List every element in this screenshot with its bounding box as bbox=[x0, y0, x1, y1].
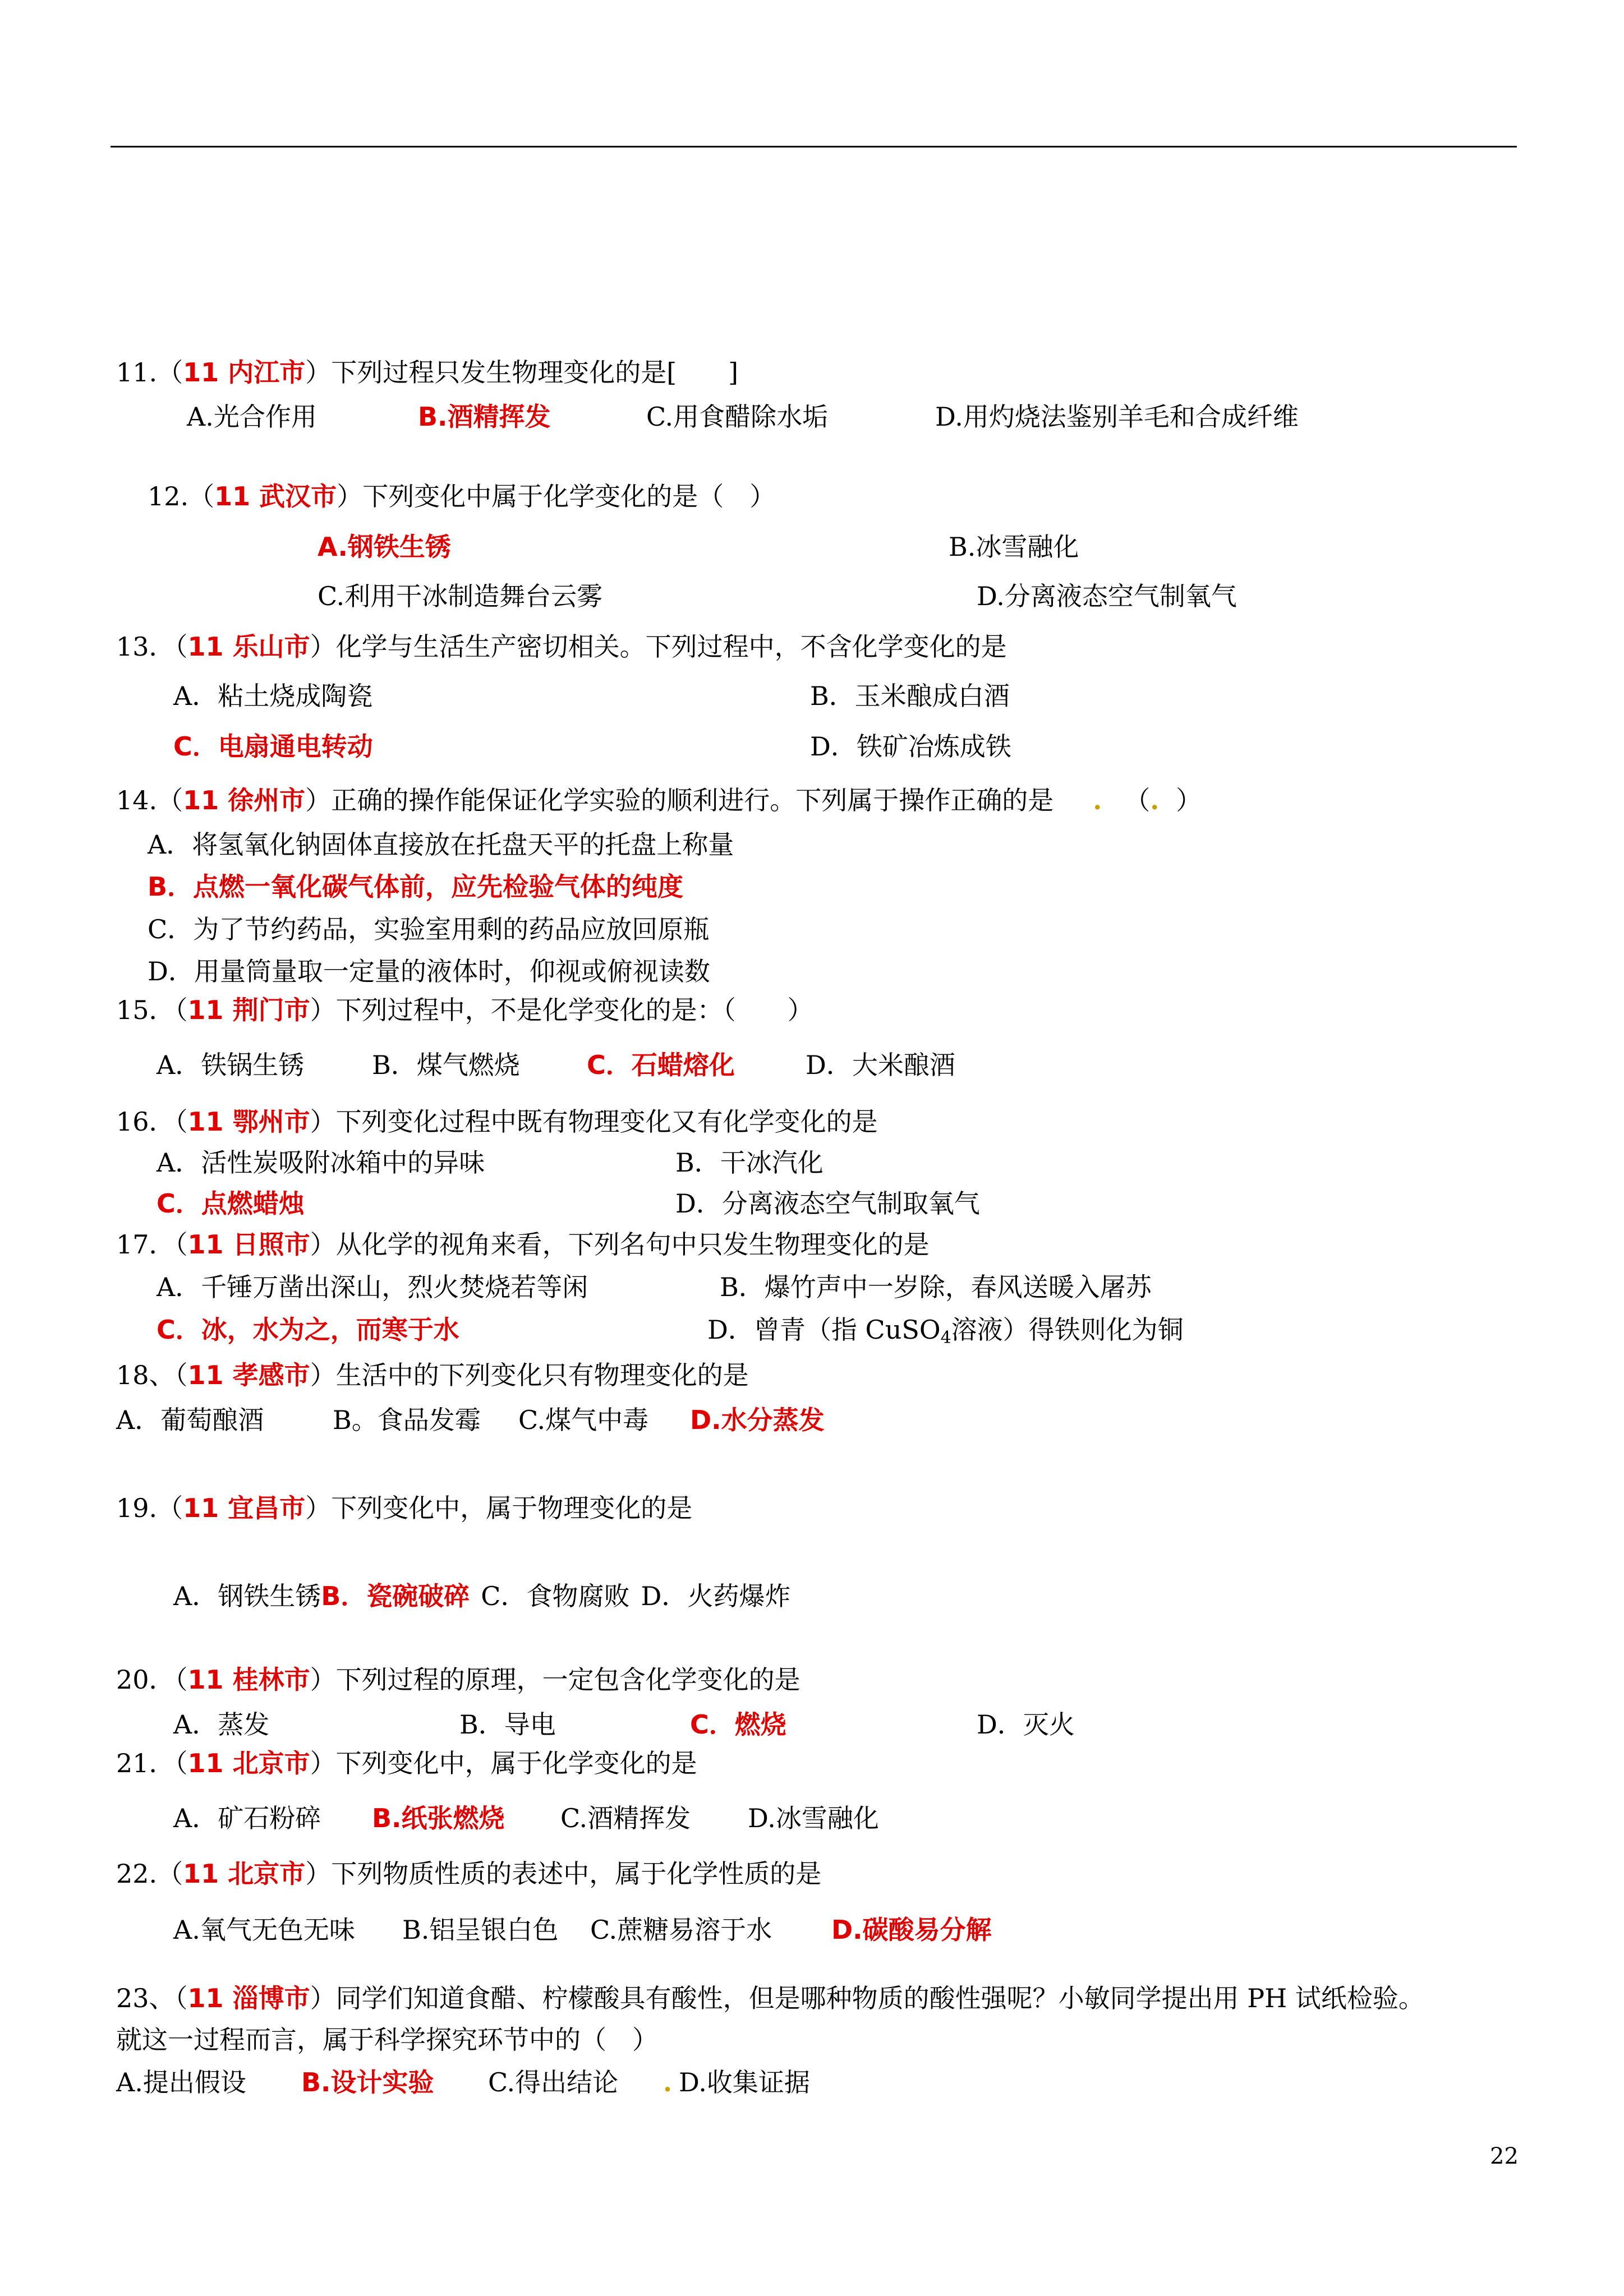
question-21: 21．（11 北京市）下列变化中，属于化学变化的是 bbox=[116, 1748, 697, 1778]
q21-option-b-answer: B.纸张燃烧 bbox=[372, 1803, 505, 1833]
source-label: 11 徐州市 bbox=[183, 785, 306, 815]
source-label: 11 鄂州市 bbox=[187, 1106, 310, 1137]
q16-option-b: B．干冰汽化 bbox=[675, 1147, 823, 1178]
q23-option-d: D.收集证据 bbox=[679, 2067, 810, 2097]
q22-option-c: C.蔗糖易溶于水 bbox=[590, 1915, 772, 1945]
q22-option-a: A.氧气无色无味 bbox=[173, 1915, 355, 1945]
q19-options: A．钢铁生锈B．瓷碗破碎 C．食物腐败 D．火药爆炸 bbox=[173, 1581, 791, 1611]
question-16: 16．（11 鄂州市）下列变化过程中既有物理变化又有化学变化的是 bbox=[116, 1106, 878, 1137]
source-label: 11 淄博市 bbox=[187, 1983, 310, 2013]
stray-mark: . bbox=[1093, 785, 1102, 815]
q12-option-c: C.利用干冰制造舞台云雾 bbox=[318, 581, 603, 611]
source-label: 11 北京市 bbox=[183, 1859, 306, 1889]
q14-option-a: A．将氢氧化钠固体直接放在托盘天平的托盘上称量 bbox=[148, 829, 734, 860]
q13-option-c-answer: C．电扇通电转动 bbox=[173, 731, 373, 762]
question-15: 15．（11 荆门市）下列过程中，不是化学变化的是：（ ） bbox=[116, 995, 813, 1025]
question-23-stem-line2: 就这一过程而言，属于科学探究环节中的（ ） bbox=[116, 2025, 658, 2055]
q12-option-b: B.冰雪融化 bbox=[949, 532, 1079, 562]
page-number: 22 bbox=[1490, 2143, 1519, 2169]
question-19: 19.（11 宜昌市）下列变化中，属于物理变化的是 bbox=[116, 1493, 693, 1523]
q12-option-a-answer: A.钢铁生锈 bbox=[318, 532, 451, 562]
source-label: 11 乐山市 bbox=[187, 631, 310, 662]
q13-option-b: B．玉米酿成白酒 bbox=[810, 681, 1010, 711]
question-17: 17．（11 日照市）从化学的视角来看，下列名句中只发生物理变化的是 bbox=[116, 1229, 930, 1260]
q11-option-a: A.光合作用 bbox=[187, 402, 317, 432]
q23-option-a: A.提出假设 bbox=[116, 2067, 246, 2097]
q21-option-c: C.酒精挥发 bbox=[560, 1803, 691, 1833]
source-label: 11 孝感市 bbox=[187, 1360, 310, 1390]
q17-option-b: B．爆竹声中一岁除，春风送暖入屠苏 bbox=[720, 1272, 1152, 1302]
q11-option-d: D.用灼烧法鉴别羊毛和合成纤维 bbox=[935, 402, 1299, 432]
q11-option-c: C.用食醋除水垢 bbox=[646, 402, 829, 432]
header-rule bbox=[111, 146, 1517, 147]
question-13: 13．（11 乐山市）化学与生活生产密切相关。下列过程中，不含化学变化的是 bbox=[116, 631, 1007, 662]
q23-option-b-answer: B.设计实验 bbox=[301, 2067, 434, 2097]
q18-option-a: A．葡萄酿酒 bbox=[116, 1405, 264, 1435]
q23-option-c: C.得出结论 bbox=[488, 2067, 619, 2097]
q22-option-b: B.铝呈银白色 bbox=[402, 1915, 559, 1945]
q21-option-d: D.冰雪融化 bbox=[748, 1803, 879, 1833]
question-11: 11.（11 内江市）下列过程只发生物理变化的是[ ] bbox=[116, 357, 739, 388]
q17-option-a: A．千锤万凿出深山，烈火焚烧若等闲 bbox=[157, 1272, 588, 1302]
q14-option-d: D．用量筒量取一定量的液体时，仰视或俯视读数 bbox=[148, 956, 710, 986]
q19-option-b-answer: B．瓷碗破碎 bbox=[321, 1581, 470, 1611]
q14-option-c: C．为了节约药品，实验室用剩的药品应放回原瓶 bbox=[148, 914, 710, 944]
stray-mark: . bbox=[1150, 785, 1160, 815]
source-label: 11 内江市 bbox=[183, 357, 306, 388]
q16-option-c-answer: C．点燃蜡烛 bbox=[157, 1188, 305, 1219]
source-label: 11 荆门市 bbox=[187, 995, 310, 1025]
q14-option-b-answer: B．点燃一氧化碳气体前，应先检验气体的纯度 bbox=[148, 872, 684, 902]
source-label: 11 武汉市 bbox=[214, 481, 337, 511]
q20-option-a: A．蒸发 bbox=[173, 1709, 270, 1740]
q15-option-b: B．煤气燃烧 bbox=[372, 1050, 520, 1080]
q17-option-d: D．曾青（指 CuSO$_4$溶液）得铁则化为铜 bbox=[707, 1315, 1184, 1348]
q20-option-c-answer: C．燃烧 bbox=[690, 1709, 786, 1740]
q13-option-a: A．粘土烧成陶瓷 bbox=[173, 681, 373, 711]
question-12: 12.（11 武汉市）下列变化中属于化学变化的是（ ） bbox=[148, 481, 776, 511]
q18-option-c: C.煤气中毒 bbox=[518, 1405, 649, 1435]
question-18: 18、（11 孝感市）生活中的下列变化只有物理变化的是 bbox=[116, 1360, 749, 1390]
stray-mark: . bbox=[663, 2067, 673, 2097]
q17-option-c-answer: C．冰，水为之，而寒于水 bbox=[157, 1315, 459, 1345]
q13-option-d: D．铁矿冶炼成铁 bbox=[810, 731, 1011, 762]
q18-option-d-answer: D.水分蒸发 bbox=[690, 1405, 825, 1435]
q18-option-b: B。食品发霉 bbox=[333, 1405, 481, 1435]
q16-option-d: D．分离液态空气制取氧气 bbox=[675, 1188, 980, 1219]
q20-option-b: B．导电 bbox=[459, 1709, 556, 1740]
question-22: 22.（11 北京市）下列物质性质的表述中，属于化学性质的是 bbox=[116, 1859, 822, 1889]
question-14: 14.（11 徐州市）正确的操作能保证化学实验的顺利进行。下列属于操作正确的是 . （. ） bbox=[116, 785, 1202, 815]
source-label: 11 日照市 bbox=[187, 1229, 310, 1260]
q22-option-d-answer: D.碳酸易分解 bbox=[831, 1915, 992, 1945]
q20-option-d: D．灭火 bbox=[977, 1709, 1075, 1740]
question-23: 23、（11 淄博市）同学们知道食醋、柠檬酸具有酸性，但是哪种物质的酸性强呢？小敏同学提出用 PH 试纸检验。 bbox=[116, 1983, 1424, 2013]
source-label: 11 宜昌市 bbox=[183, 1493, 306, 1523]
q16-option-a: A．活性炭吸附冰箱中的异味 bbox=[157, 1147, 485, 1178]
q15-option-c-answer: C．石蜡熔化 bbox=[587, 1050, 735, 1080]
q12-option-d: D.分离液态空气制氧气 bbox=[977, 581, 1237, 611]
q15-option-d: D．大米酿酒 bbox=[806, 1050, 955, 1080]
q21-option-a: A．矿石粉碎 bbox=[173, 1803, 321, 1833]
q15-option-a: A．铁锅生锈 bbox=[157, 1050, 305, 1080]
source-label: 11 桂林市 bbox=[187, 1665, 310, 1695]
source-label: 11 北京市 bbox=[187, 1748, 310, 1778]
question-20: 20．（11 桂林市）下列过程的原理，一定包含化学变化的是 bbox=[116, 1665, 801, 1695]
q11-option-b-answer: B.酒精挥发 bbox=[418, 402, 551, 432]
